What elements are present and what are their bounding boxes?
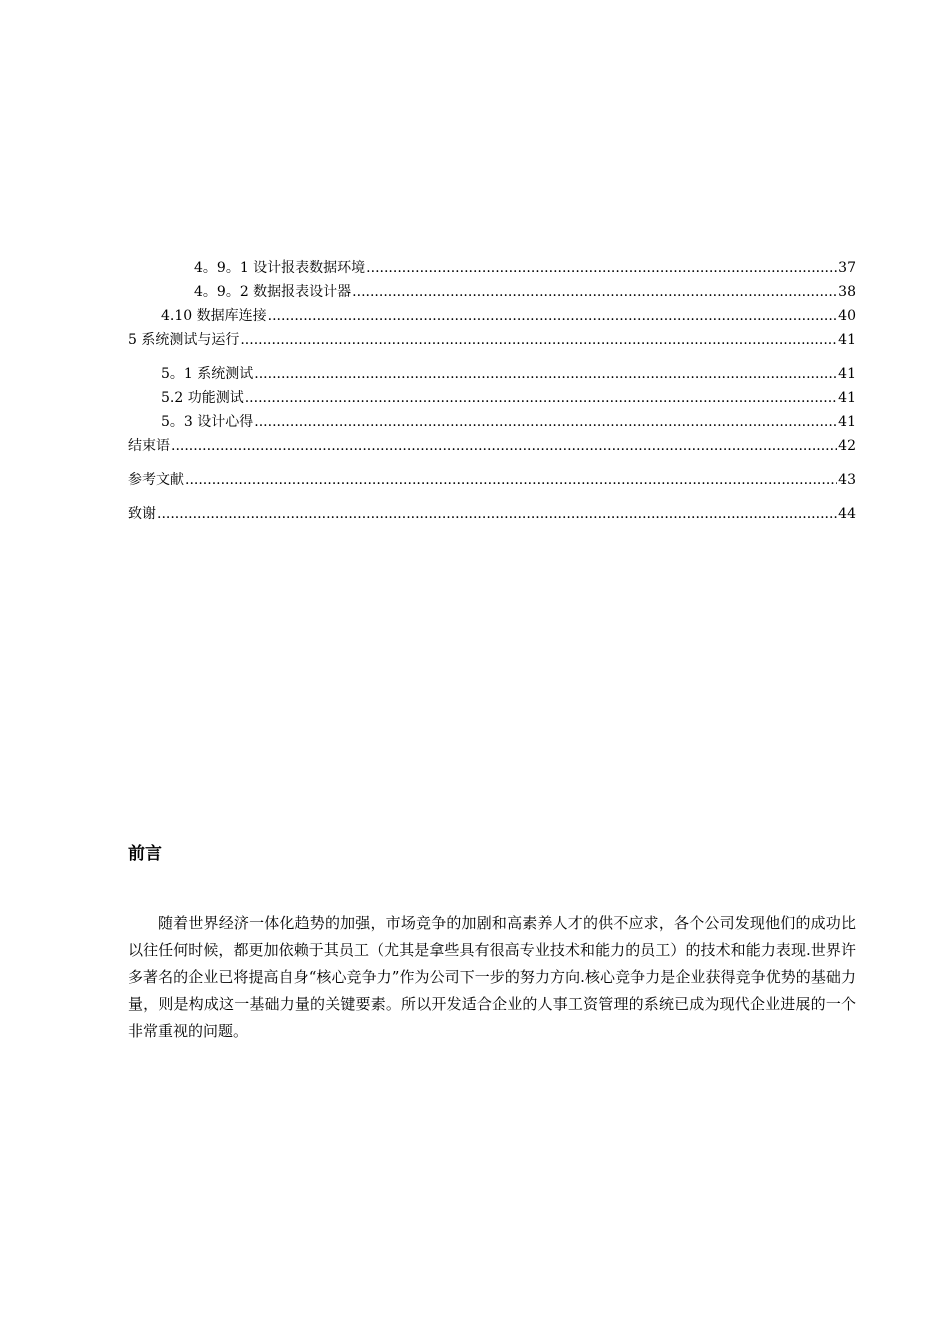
toc-dot-leader (171, 434, 837, 458)
toc-entry-title: 参考文献 (128, 472, 184, 488)
toc-entry-title: 4.10 数据库连接 (161, 308, 267, 324)
table-of-contents (128, 256, 856, 526)
toc-dot-leader (352, 280, 837, 304)
toc-dot-leader (268, 304, 838, 328)
toc-entry-title: 5。3 设计心得 (161, 414, 254, 430)
toc-dot-leader (245, 386, 837, 410)
toc-entry[interactable] (128, 362, 856, 386)
toc-entry[interactable] (128, 328, 856, 352)
toc-dot-leader (254, 410, 837, 434)
toc-dot-leader (254, 362, 837, 386)
toc-entry-page: 37 (838, 260, 856, 276)
preface-heading: 前言 (128, 844, 162, 864)
toc-entry-title: 4。9。2 数据报表设计器 (194, 284, 352, 300)
toc-dot-leader (366, 256, 837, 280)
toc-entry[interactable] (128, 434, 856, 458)
toc-entry-title: 结束语 (128, 438, 170, 454)
preface-paragraph: 随着世界经济一体化趋势的加强，市场竞争的加剧和高素养人才的供不应求，各个公司发现他们的成功比以往任何时候，都更加依赖于其员工（尤其是拿些具有很高专业技术和能力的员工）的技术和能力表现.世界许多著名的企业已将提高自身“核心竞争力”作为公司下一步的努力方向.核心竞争力是企业获得竞争优势的基础力量，则是构成这一基础力量的关键要素。所以开发适合企业的人事工资管理的系统已成为现代企业进展的一个非常重视的问题。 (128, 914, 856, 1040)
toc-entry[interactable] (128, 304, 856, 328)
toc-entry-page: 41 (838, 366, 856, 382)
toc-entry-title: 5.2 功能测试 (161, 390, 244, 406)
toc-entry-page: 44 (838, 506, 856, 522)
toc-entry-page: 38 (838, 284, 856, 300)
toc-entry[interactable] (128, 468, 856, 492)
toc-entry[interactable] (128, 410, 856, 434)
toc-entry-page: 43 (838, 472, 856, 488)
toc-entry-page: 41 (838, 390, 856, 406)
toc-entry-page: 42 (838, 438, 856, 454)
toc-entry-title: 5 系统测试与运行 (128, 332, 240, 348)
toc-entry-title: 4。9。1 设计报表数据环境 (194, 260, 366, 276)
toc-entry-page: 41 (838, 414, 856, 430)
toc-entry-title: 5。1 系统测试 (161, 366, 254, 382)
toc-entry[interactable] (128, 256, 856, 280)
toc-entry-title: 致谢 (128, 506, 156, 522)
toc-entry[interactable] (128, 280, 856, 304)
toc-dot-leader (185, 468, 837, 492)
toc-dot-leader (240, 328, 837, 352)
toc-entry[interactable] (128, 502, 856, 526)
toc-entry-page: 41 (838, 332, 856, 348)
toc-entry[interactable] (128, 386, 856, 410)
toc-dot-leader (157, 502, 837, 526)
toc-entry-page: 40 (838, 308, 856, 324)
